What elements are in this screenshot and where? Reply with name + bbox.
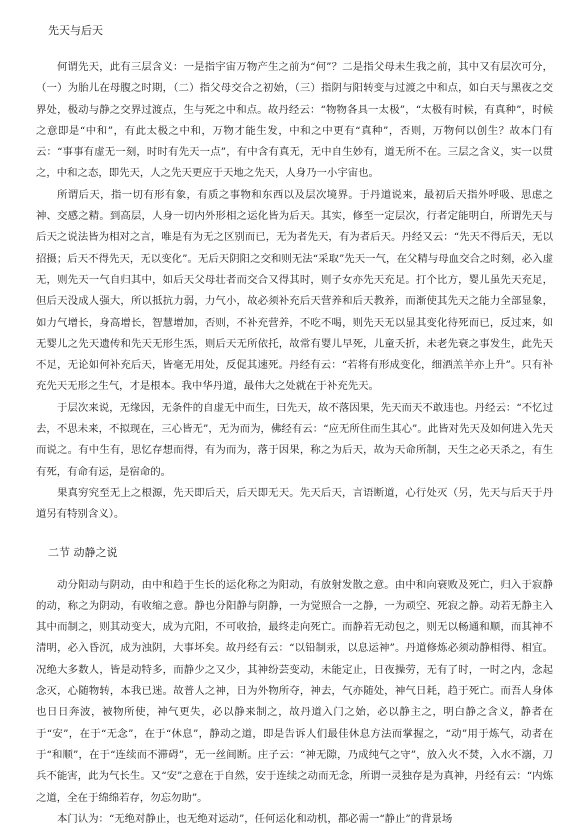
- section-title-top: 先天与后天: [48, 24, 103, 37]
- paragraph-xiantian: 何谓先天，此有三层含义：一是指宇宙万物产生之前为“何”？二是指父母未生我之前，其中又有层次可分，（一）为胎儿在母腹之时期，（二）指父母交合之初始，（三）指阴与阳转变与过渡之中和点，如白天与黑夜之交界处，极动与静之交界过渡点，生与死之中和点。故丹经云：“物物各具一太极”，“太极有时候，有真种”，时候之意即是“中和”，有此太极之中和，万物才能生发，中和之中更有“真种”，否则，万物何以创生？故本门有云：“事事有虚无一刻，时时有先天一点”，有中含有真无，无中自生妙有，道无所不在。三层之含义，实一以贯之，中和之态，即先天，人之先天更应于天地之先天，人身乃一小宇宙也。: [36, 61, 553, 180]
- paragraph-benmen: 本门认为：“无绝对静止，也无绝对运动”，任何运化和动机，都必需一“静止”的背景场: [57, 812, 453, 825]
- paragraph-houtian: 所谓后天，指一切有形有象，有质之事物和东西以及层次境界。于丹道说来，最初后天指外呼吸、思虑之神、交感之精。到高层，人身一切内外形相之运化皆为后天。其实，修至一定层次，行者定能明白，所谓先天与后天之说法皆为相对之言，唯是有为无之区别而已，无为者先天，有为者后天。丹经又云：“先天不得后天，无以招摄；后天不得先天，无以变化”。无后天阴阳之交和则无法“采取”先天一气，在父精与母血交合之时刻，必入虚无，则先天一气自归其中，如后天父母壮者而交合又得其时，则子女亦先天充足。打个比方，婴儿虽先天充足，但后天没成人强大，所以抵抗力弱，力气小，故必须补充后天营养和后天教养，而渐使其先天之能力全部显象，如力气增长，身高增长，智慧增加，否则，不补充营养，不吃不喝，则先天无以显其变化待死而已，反过来，如无婴儿之先天遗传和先天无形生炁，则后天无所依托，故常有婴儿早死，儿童夭折，未老先衰之事发生，此先天不足，无论如何补充后天，皆毫无用处，反促其速死。丹经有云：“若将有形成变化，细酒羔羊亦上升”。只有补充先天无形之生气，才是根本。我中华丹道，最伟大之处就在于补充先天。: [36, 188, 553, 393]
- section-title-dongjing: 二节 动静之说: [48, 545, 118, 559]
- paragraph-genyuan: 果真穷究至无上之根源，先天即后天，后天即无天。先天后天，言语断道，心行处灭（另，先天与后天于丹道另有特别含义）。: [36, 486, 553, 521]
- paragraph-cengci: 于层次来说，无缘因，无条件的自虚无中而生，曰先天，故不落因果，先天而天不敢违也。丹经云：“不忆过去，不思未来，不拟现在，三心皆无”，无为而为，佛经有云：“应无所住而生其心”。此皆对先天及如何进入先天而说之。有中生有，思忆存想而得，有为而为，落于因果，称之为后天，故为天命所制，天生之必天杀之，有生有死，有命有运，是宿命的。: [36, 401, 553, 478]
- paragraph-dongjing: 动分阳动与阴动，由中和趋于生长的运化称之为阳动，有放射发散之意。由中和向衰败及死亡，归入于寂静的动，称之为阴动，有收缩之意。静也分阳静与阴静，一为觉照合一之静，一为顽空、死寂之静。动若无静主入其中而制之，则其动变大，成为亢阳，不可收拾，最终走向死亡。而静若无动包之，则无以畅通和顺，而其神不清明，必入昏沉，成为浊阴，大事坏矣。故丹经有云：“以铅制汞，以息运神”。丹道修炼必须动静相得、相宜。况绝大多数人，皆是动特多，而静少之又少，其神纷芸变动，未能定止，日夜操劳，无有了时，一时之内，念起念灭，心随物转，本我已迷。故普人之神，日为外物所夺，神去，气亦随处，神气日耗，趋于死亡。而吾人身体也日日奔波，被物所使，神气更失，必以静来制之，故丹道入门之始，必以静主之，明白静之含义，静者在于“安”，在于“无念”，在于“休息”，静动之道，即是告诉人们最佳休息方法而掌握之，“动”用于炼气，动者在于“和顺”，在于“连续而不滞碍”，无一丝间断。庄子云：“神无隙，乃成纯气之守”，放入火不焚，入水不溺，刀兵不能害，此为气长生。又“安”之意在于自然，安于连续之动而无念，所谓一灵独存是为真神，丹经有云：“内炼之道，全在于绵绵若存，勿忘勿助”。: [36, 578, 553, 804]
